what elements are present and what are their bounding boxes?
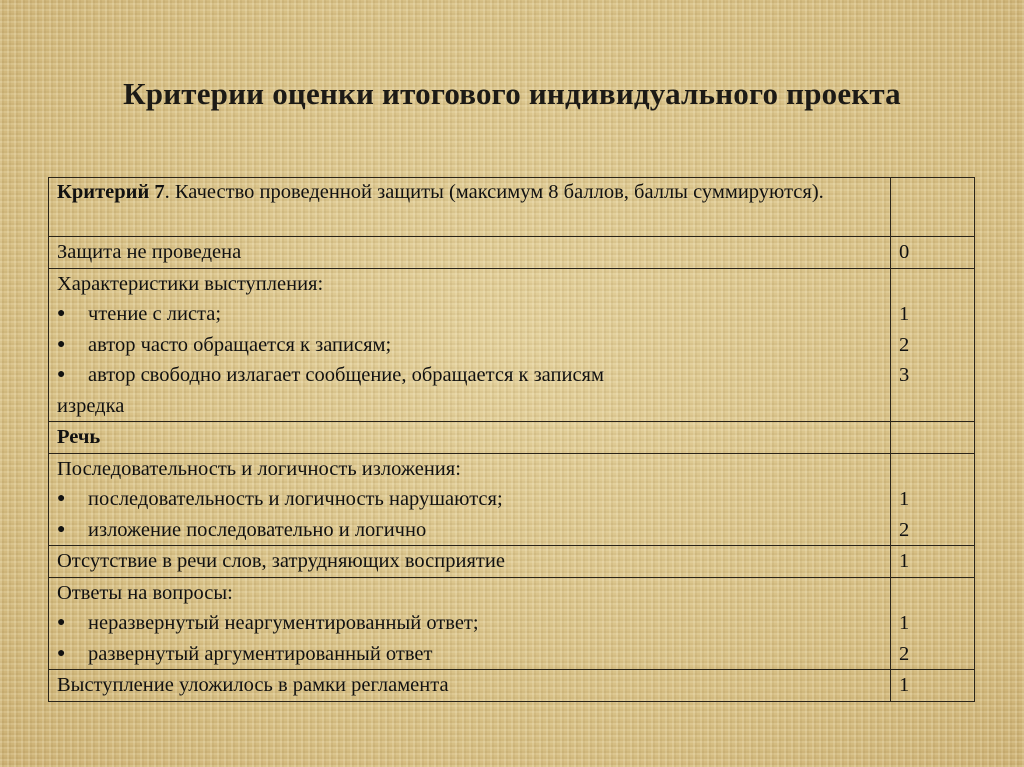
- answers-scores: 1 2: [891, 577, 975, 670]
- criterion-header-row: [49, 178, 975, 237]
- table-row: [49, 268, 975, 422]
- table-row: [49, 546, 975, 578]
- table-row: [49, 453, 975, 546]
- page-title: Критерии оценки итогового индивидуального проекта: [123, 76, 901, 111]
- list-item: ● автор часто обращается к записям;: [57, 330, 890, 361]
- criteria-table: [48, 177, 975, 702]
- not-held-score: 0: [891, 237, 975, 269]
- regulation-cell: Выступление уложилось в рамки регламента: [49, 670, 891, 702]
- sequence-cell: [49, 453, 891, 546]
- answers-cell: [49, 577, 891, 670]
- criterion-label: Критерий 7: [57, 181, 165, 203]
- table-row: [49, 670, 975, 702]
- list-item: ● чтение с листа;: [57, 299, 890, 330]
- list-item: ● последовательность и логичность нарушаются;: [57, 484, 890, 515]
- list-item: ● автор свободно излагает сообщение, обращается к записям: [57, 360, 890, 391]
- bullet-icon: ●: [57, 336, 66, 352]
- performance-tail: изредка: [57, 394, 125, 417]
- performance-cell: [49, 268, 891, 422]
- speech-heading: Речь: [49, 422, 891, 454]
- answers-heading: Ответы на вопросы:: [57, 581, 233, 604]
- sequence-scores: 1 2: [891, 453, 975, 546]
- bullet-icon: ●: [57, 645, 66, 661]
- table-row: [49, 577, 975, 670]
- performance-scores: 1 2 3: [891, 268, 975, 422]
- list-item: ● неразвернутый неаргументированный ответ;: [57, 608, 890, 639]
- performance-heading: Характеристики выступления:: [57, 272, 324, 295]
- list-item: ● развернутый аргументированный ответ: [57, 639, 890, 670]
- not-held-cell: Защита не проведена: [49, 237, 891, 269]
- bullet-icon: ●: [57, 306, 66, 321]
- bullet-icon: ●: [57, 615, 66, 630]
- bullet-icon: ●: [57, 491, 66, 506]
- words-score: 1: [891, 546, 975, 578]
- list-item: ● изложение последовательно и логично: [57, 515, 890, 546]
- criterion-header-cell: [49, 178, 891, 237]
- bullet-icon: ●: [57, 367, 66, 382]
- words-cell: Отсутствие в речи слов, затрудняющих восприятие: [49, 546, 891, 578]
- criterion-description: . Качество проведенной защиты (максимум 8 баллов, баллы суммируются).: [164, 181, 824, 203]
- sequence-heading: Последовательность и логичность изложения:: [57, 457, 461, 480]
- table-row: [49, 422, 975, 454]
- criterion-header-score: [891, 178, 975, 237]
- table-row: [49, 237, 975, 269]
- bullet-icon: ●: [57, 521, 66, 537]
- regulation-score: 1: [891, 670, 975, 702]
